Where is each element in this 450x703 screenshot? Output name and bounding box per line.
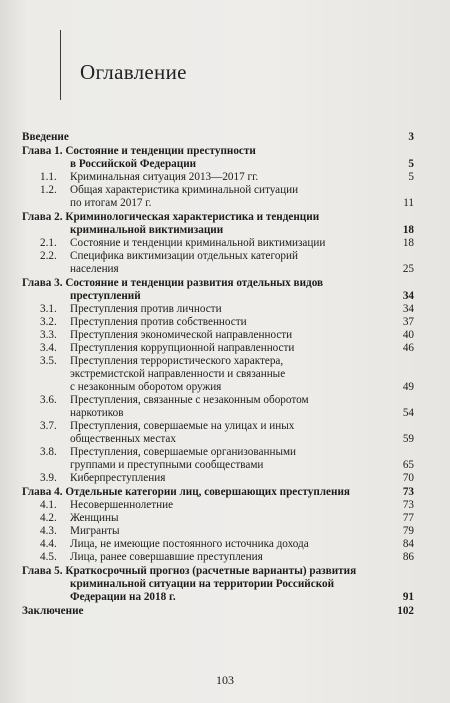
- entry-title: [22, 250, 414, 276]
- entry-title: [22, 303, 414, 316]
- section-number: 4.4.: [40, 538, 57, 550]
- page-number: 103: [216, 673, 234, 687]
- entry-title-line: Преступления террористического характера,: [70, 355, 284, 367]
- toc-section: [22, 237, 414, 250]
- entry-title: [22, 486, 414, 499]
- entry-title: [22, 394, 414, 420]
- entry-title: [22, 171, 414, 184]
- entry-title-line: Преступления экономической направленности: [70, 329, 293, 341]
- toc-section: [22, 525, 414, 538]
- toc-chapter: [22, 277, 414, 303]
- section-number: 3.4.: [40, 342, 57, 354]
- entry-page-number: 18: [402, 237, 414, 249]
- entry-title-line: Преступления против собственности: [70, 316, 247, 328]
- entry-title: [22, 525, 414, 538]
- entry-title: [22, 145, 414, 171]
- entry-page-number: 5: [408, 171, 414, 183]
- entry-page-number: 59: [402, 433, 414, 445]
- toc-section: [22, 551, 414, 564]
- entry-title-line: Преступления, совершаемые на улицах и иных: [70, 420, 295, 432]
- entry-title-line: Мигранты: [70, 525, 120, 537]
- entry-title-line: Общая характеристика криминальной ситуации: [70, 184, 299, 196]
- section-number: 4.5.: [40, 551, 57, 563]
- entry-page-number: 65: [402, 459, 414, 471]
- section-number: 3.2.: [40, 316, 57, 328]
- entry-title-line: криминальной виктимизации: [70, 224, 224, 236]
- entry-title: [22, 237, 414, 250]
- entry-page-number: 5: [408, 158, 414, 170]
- toc-section: [22, 394, 414, 420]
- entry-page-number: 70: [402, 472, 414, 484]
- toc-section: [22, 355, 414, 394]
- section-number: 1.2.: [40, 184, 57, 196]
- entry-title-line: группами и преступными сообществами: [70, 459, 264, 471]
- section-number: 4.3.: [40, 525, 57, 537]
- entry-title-line: преступлений: [70, 290, 141, 302]
- section-number: 3.5.: [40, 355, 57, 367]
- entry-title: [22, 565, 414, 604]
- entry-page-number: 49: [402, 381, 414, 393]
- entry-title: [22, 211, 414, 237]
- entry-page-number: 11: [403, 197, 414, 209]
- section-number: 4.1.: [40, 499, 57, 511]
- section-number: 3.6.: [40, 394, 57, 406]
- entry-title-line: с незаконным оборотом оружия: [70, 381, 222, 393]
- toc-section: [22, 329, 414, 342]
- entry-title: [22, 184, 414, 210]
- toc-section: [22, 184, 414, 210]
- entry-title: [22, 329, 414, 342]
- entry-title-line: Глава 3. Состояние и тенденции развития отдельных видов: [22, 277, 324, 289]
- entry-page-number: 73: [402, 499, 414, 511]
- entry-page-number: 46: [402, 342, 414, 354]
- table-of-contents: [22, 130, 414, 618]
- entry-title-line: Криминальная ситуация 2013—2017 гг.: [70, 171, 259, 183]
- toc-chapter: [22, 486, 414, 499]
- entry-title-line: Введение: [22, 131, 69, 143]
- entry-title-line: Состояние и тенденции криминальной виктимизации: [70, 237, 326, 249]
- entry-page-number: 102: [397, 605, 414, 617]
- toc-section: [22, 303, 414, 316]
- entry-title: [22, 316, 414, 329]
- entry-title-line: Глава 4. Отдельные категории лиц, совершающих преступления: [22, 486, 350, 498]
- entry-page-number: 40: [402, 329, 414, 341]
- toc-section: [22, 538, 414, 551]
- entry-title-line: Лица, не имеющие постоянного источника дохода: [70, 538, 309, 550]
- entry-title-line: Специфика виктимизации отдельных категорий: [70, 250, 298, 262]
- toc-chapter: [22, 211, 414, 237]
- entry-title: [22, 446, 414, 472]
- entry-title: [22, 277, 414, 303]
- toc-section: [22, 420, 414, 446]
- decorative-rule: [60, 30, 61, 100]
- entry-title-line: Преступления, совершаемые организованными: [70, 446, 297, 458]
- entry-title-line: населения: [70, 263, 119, 275]
- section-number: 3.8.: [40, 446, 57, 458]
- entry-page-number: 34: [402, 303, 414, 315]
- entry-title-line: Преступления против личности: [70, 303, 222, 315]
- entry-title-line: Лица, ранее совершавшие преступления: [70, 551, 263, 563]
- entry-title-line: Несовершеннолетние: [70, 499, 174, 511]
- entry-title: [22, 355, 414, 394]
- toc-section: [22, 342, 414, 355]
- entry-title: [22, 512, 414, 525]
- entry-title-line: общественных местах: [70, 433, 176, 445]
- toc-section: [22, 446, 414, 472]
- toc-section: [22, 499, 414, 512]
- entry-title-line: Федерации на 2018 г.: [70, 591, 176, 603]
- entry-title: [22, 551, 414, 564]
- entry-page-number: 84: [402, 538, 414, 550]
- entry-page-number: 37: [402, 316, 414, 328]
- entry-title: [22, 131, 414, 144]
- entry-title-line: Заключение: [22, 605, 84, 617]
- toc-section: [22, 250, 414, 276]
- entry-title-line: наркотиков: [70, 407, 124, 419]
- entry-title: [22, 472, 414, 485]
- entry-title: [22, 342, 414, 355]
- entry-title-line: Глава 1. Состояние и тенденции преступности: [22, 145, 256, 157]
- entry-page-number: 79: [402, 525, 414, 537]
- entry-page-number: 73: [402, 486, 414, 498]
- toc-chapter: [22, 565, 414, 604]
- entry-title-line: Глава 5. Краткосрочный прогноз (расчетные варианты) развития: [22, 565, 357, 577]
- section-number: 2.1.: [40, 237, 57, 249]
- toc-chapter: [22, 145, 414, 171]
- entry-title-line: экстремистской направленности и связанные: [70, 368, 286, 380]
- section-number: 3.1.: [40, 303, 57, 315]
- entry-title-line: криминальной ситуации на территории Российской: [70, 578, 335, 590]
- section-number: 3.9.: [40, 472, 57, 484]
- entry-page-number: 25: [402, 263, 414, 275]
- section-number: 3.7.: [40, 420, 57, 432]
- entry-title: [22, 605, 414, 618]
- section-number: 1.1.: [40, 171, 57, 183]
- entry-page-number: 77: [402, 512, 414, 524]
- entry-title-line: Преступления коррупционной направленности: [70, 342, 295, 354]
- entry-title: [22, 538, 414, 551]
- entry-title-line: по итогам 2017 г.: [70, 197, 152, 209]
- entry-title-line: Преступления, связанные с незаконным оборотом: [70, 394, 309, 406]
- entry-page-number: 86: [402, 551, 414, 563]
- entry-title-line: в Российской Федерации: [70, 158, 197, 170]
- entry-page-number: 18: [402, 224, 414, 236]
- entry-page-number: 3: [408, 131, 414, 143]
- section-number: 2.2.: [40, 250, 57, 262]
- entry-page-number: 34: [402, 290, 414, 302]
- toc-section: [22, 472, 414, 485]
- section-number: 4.2.: [40, 512, 57, 524]
- toc-section: [22, 512, 414, 525]
- page-title: Оглавление: [80, 60, 187, 84]
- entry-page-number: 54: [402, 407, 414, 419]
- toc-chapter: [22, 131, 414, 144]
- entry-page-number: 91: [402, 591, 414, 603]
- section-number: 3.3.: [40, 329, 57, 341]
- toc-section: [22, 171, 414, 184]
- toc-section: [22, 316, 414, 329]
- entry-title: [22, 420, 414, 446]
- entry-title-line: Глава 2. Криминологическая характеристика и тенденции: [22, 211, 320, 223]
- entry-title-line: Женщины: [70, 512, 119, 524]
- entry-title-line: Киберпреступления: [70, 472, 166, 484]
- toc-chapter: [22, 605, 414, 618]
- entry-title: [22, 499, 414, 512]
